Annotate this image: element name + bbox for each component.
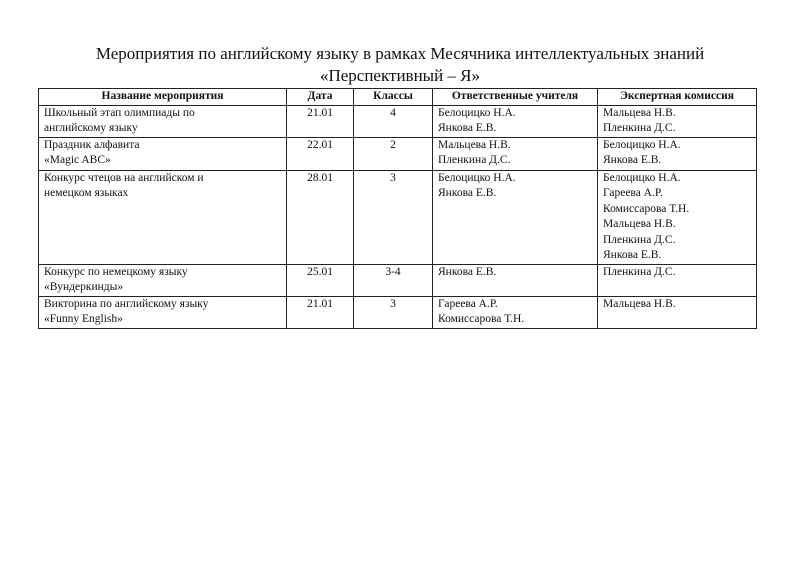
table-row [39, 105, 757, 137]
expert-commission: Белоцицко Н.А. Гареева А.Р. Комиссарова Т.Н. Мальцева Н.В. Пленкина Д.С. Янкова Е.В. [598, 170, 757, 264]
table-header-row [39, 89, 757, 106]
responsible-teachers: Янкова Е.В. [433, 264, 598, 296]
document-subtitle: «Перспективный – Я» [319, 66, 481, 85]
event-classes: 4 [354, 105, 433, 137]
event-date: 28.01 [287, 170, 354, 264]
event-name: Праздник алфавита «Magic ABC» [39, 137, 287, 170]
event-name: Конкурс по немецкому языку «Вундеркинды» [39, 264, 287, 296]
responsible-teachers: Белоцицко Н.А. Янкова Е.В. [433, 105, 598, 137]
header-responsible-teachers: Ответственные учителя [433, 89, 598, 106]
responsible-teachers: Гареева А.Р. Комиссарова Т.Н. [433, 296, 598, 328]
expert-commission: Мальцева Н.В. [598, 296, 757, 328]
document-title: Мероприятия по английскому языку в рамках Месячника интеллектуальных знаний [95, 44, 705, 63]
event-name: Конкурс чтецов на английском и немецком языках [39, 170, 287, 264]
event-classes: 3-4 [354, 264, 433, 296]
event-classes: 2 [354, 137, 433, 170]
event-date: 21.01 [287, 105, 354, 137]
table-row [39, 264, 757, 296]
header-classes: Классы [354, 89, 433, 106]
header-date: Дата [287, 89, 354, 106]
event-date: 25.01 [287, 264, 354, 296]
events-table [38, 88, 757, 329]
event-classes: 3 [354, 296, 433, 328]
event-classes: 3 [354, 170, 433, 264]
event-date: 22.01 [287, 137, 354, 170]
table-row [39, 296, 757, 328]
expert-commission: Мальцева Н.В. Пленкина Д.С. [598, 105, 757, 137]
responsible-teachers: Белоцицко Н.А. Янкова Е.В. [433, 170, 598, 264]
expert-commission: Белоцицко Н.А. Янкова Е.В. [598, 137, 757, 170]
event-date: 21.01 [287, 296, 354, 328]
event-name: Школьный этап олимпиады по английскому языку [39, 105, 287, 137]
expert-commission: Пленкина Д.С. [598, 264, 757, 296]
event-name: Викторина по английскому языку «Funny English» [39, 296, 287, 328]
responsible-teachers: Мальцева Н.В. Пленкина Д.С. [433, 137, 598, 170]
header-expert-commission: Экспертная комиссия [598, 89, 757, 106]
header-event-name: Название мероприятия [39, 89, 287, 106]
table-row [39, 170, 757, 264]
table-row [39, 137, 757, 170]
